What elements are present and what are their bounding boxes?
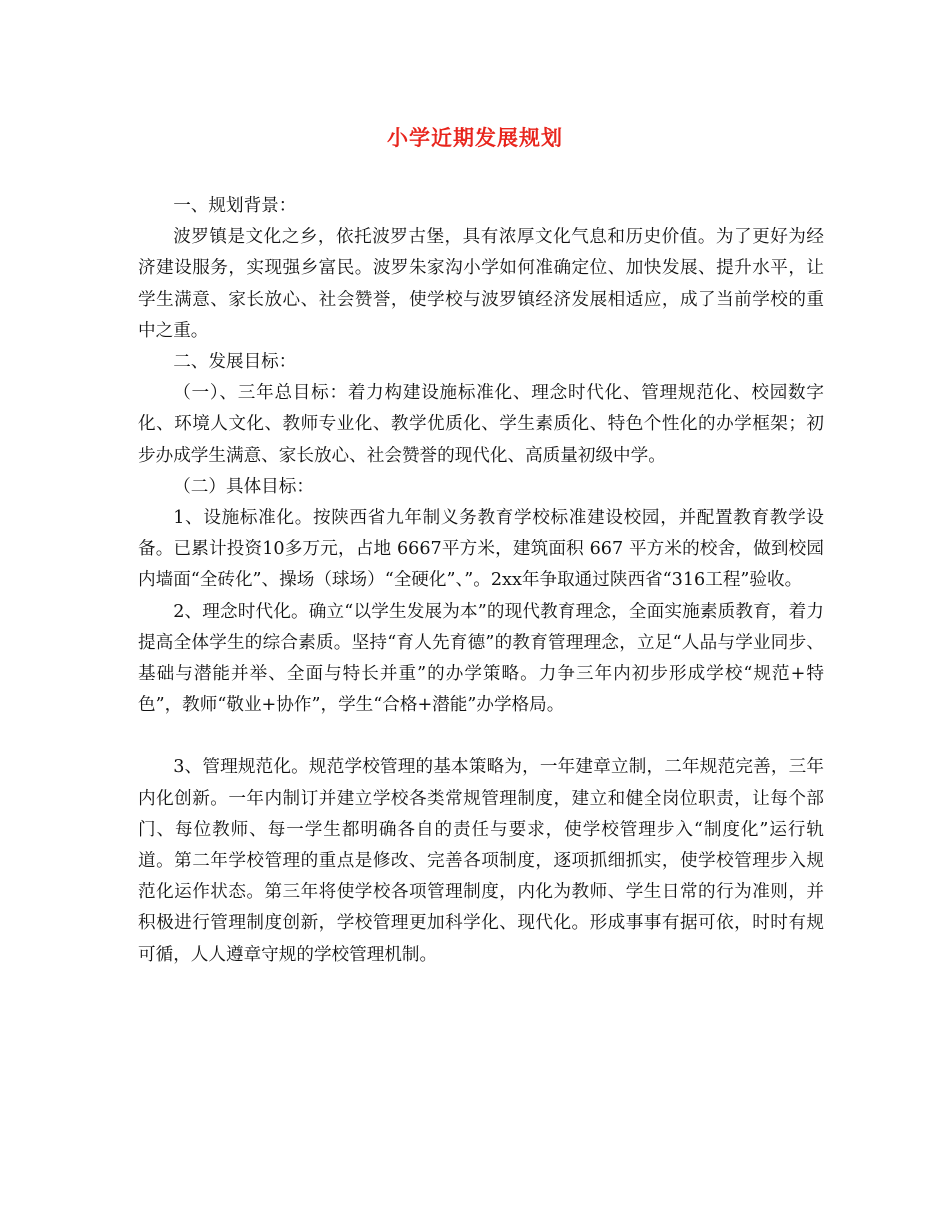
paragraph-overall-goal: （一）、三年总目标：着力构建设施标准化、理念时代化、管理规范化、校园数字化、环境人文化、教师专业化、教学优质化、学生素质化、特色个性化的办学框架；初步办成学生满意、家长放心、社会赞誉的现代化、高质量初级中学。 [138, 383, 824, 466]
subheading-specific-goals: （二）具体目标： [173, 476, 314, 497]
paragraph-facilities: 1、设施标准化。按陕西省九年制义务教育学校标准建设校园，并配置教育教学设备。已累计投资10多万元，占地 6667平方米，建筑面积 667 平方米的校舍，做到校园内墙面“全砖化”、操场（球场）“全硬化”、”。2xx年争取通过陕西省“316工程”验收。 [138, 508, 824, 591]
section-heading-background: 一、规划背景： [173, 196, 297, 216]
document-body [138, 191, 824, 971]
paragraph-management: 3、管理规范化。规范学校管理的基本策略为，一年建章立制，二年规范完善，三年内化创新。一年内制订并建立学校各类常规管理制度，建立和健全岗位职责，让每个部门、每位教师、每一学生都明确各自的责任与要求，使学校管理步入“制度化”运行轨道。第二年学校管理的重点是修改、完善各项制度，逐项抓细抓实，使学校管理步入规范化运作状态。第三年将使学校各项管理制度，内化为教师、学生日常的行为准则，并积极进行管理制度创新，学校管理更加科学化、现代化。形成事事有据可依，时时有规可循，人人遵章守规的学校管理机制。 [138, 757, 824, 965]
document-title: 小学近期发展规划 [387, 125, 563, 150]
paragraph-philosophy: 2、理念时代化。确立“以学生发展为本”的现代教育理念，全面实施素质教育，着力提高全体学生的综合素质。坚持“育人先育德”的教育管理理念，立足“人品与学业同步、基础与潜能并举、全面与特长并重”的办学策略。力争三年内初步形成学校“规范+特色”，教师“敬业+协作”，学生“合格+潜能”办学格局。 [138, 601, 824, 716]
section-heading-goals: 二、发展目标： [173, 352, 297, 373]
paragraph-background: 波罗镇是文化之乡，依托波罗古堡，具有浓厚文化气息和历史价值。为了更好为经济建设服务，实现强乡富民。波罗朱家沟小学如何准确定位、加快发展、提升水平，让学生满意、家长放心、社会赞誉，使学校与波罗镇经济发展相适应，成了当前学校的重中之重。 [138, 227, 824, 341]
